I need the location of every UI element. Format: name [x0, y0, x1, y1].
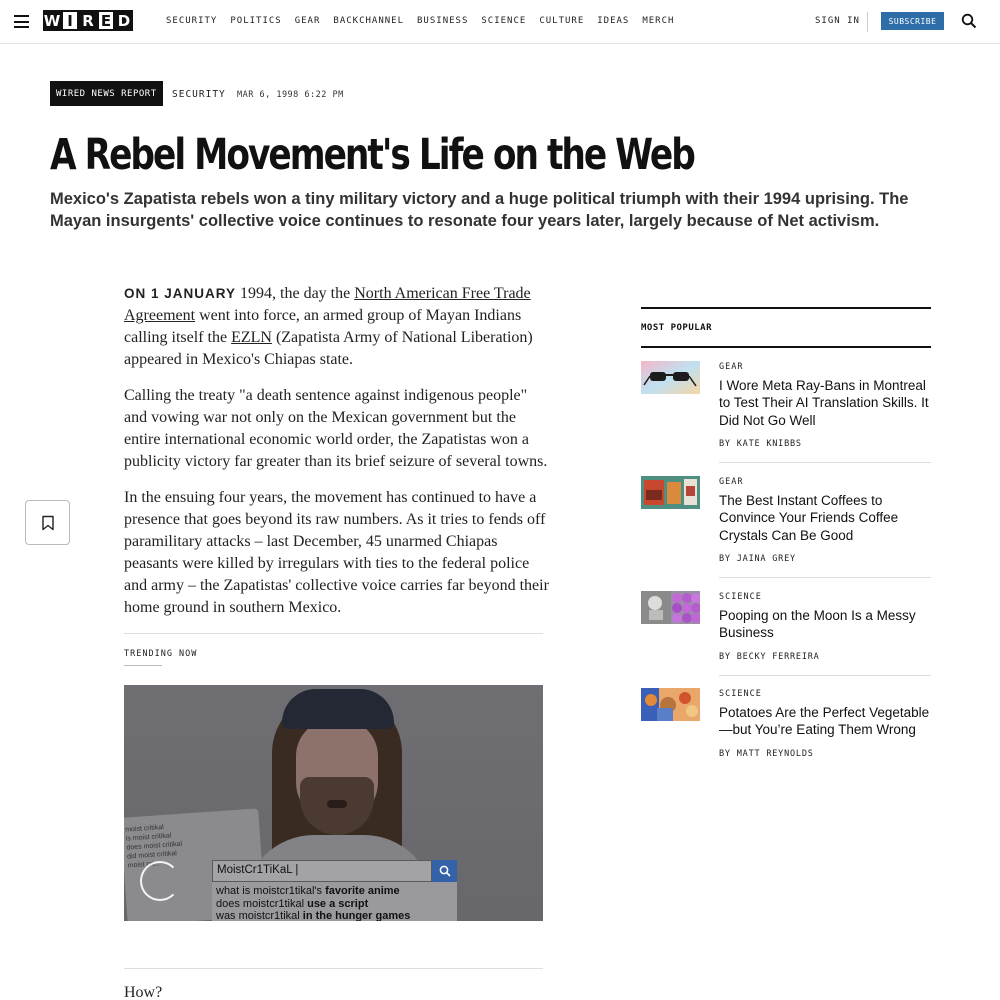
paragraph-2: Calling the treaty "a death sentence against indigenous people" and vowing war not only on the Mexican government but the entire international economic world order, the Zapatistas won a publicity victory far greater than its brief seizure of several towns. [124, 387, 548, 470]
paragraph-3: In the ensuing four years, the movement has continued to have a presence that goes beyond its raw numbers. As it tries to fends off paramilitary attacks – last December, 45 unarmed Chiapas peasants were killed by irregulars with ties to the federal police and army – the Zapatistas' collective voice carries far beyond their home ground in southern Mexico. [124, 489, 549, 616]
popular-category[interactable]: SCIENCE [719, 689, 762, 699]
bookmark-icon [41, 515, 55, 531]
bg-suggestion: is moist critikal [125, 832, 172, 843]
nav-gear[interactable]: GEAR [294, 16, 321, 26]
logo-letter: R [79, 10, 97, 31]
site-header [0, 0, 1000, 44]
suggestion [216, 898, 410, 911]
section-link[interactable]: SECURITY [172, 89, 226, 100]
bg-suggestion: moist cri... [127, 860, 160, 870]
video-search-box [212, 860, 457, 921]
popular-byline[interactable]: BY BECKY FERREIRA [719, 652, 820, 662]
article-headline: A Rebel Movement's Life on the Web [50, 130, 694, 180]
next-paragraph: How? [124, 984, 163, 1000]
popular-byline[interactable]: BY JAINA GREY [719, 554, 796, 564]
popular-title[interactable]: The Best Instant Coffees to Convince Your Friends Coffee Crystals Can Be Good [719, 493, 899, 543]
popular-item[interactable] [641, 476, 931, 576]
logo-letter: D [115, 10, 133, 31]
suggestion-bold: use a script [307, 897, 369, 910]
popular-category[interactable]: GEAR [719, 477, 744, 487]
video-suggestions [216, 885, 410, 921]
divider [124, 633, 543, 634]
divider [719, 577, 931, 578]
bg-suggestion: moist critikal [125, 823, 164, 834]
popular-item[interactable] [641, 361, 931, 461]
sign-in-link[interactable]: SIGN IN [815, 16, 860, 26]
ezln-link[interactable]: EZLN [231, 329, 272, 346]
popular-item[interactable] [641, 591, 931, 676]
search-icon [432, 860, 457, 882]
suggestion-text: does moistcr1tikal [216, 897, 308, 910]
publish-date: MAR 6, 1998 6:22 PM [237, 90, 344, 100]
popular-byline[interactable]: BY MATT REYNOLDS [719, 749, 814, 759]
spinner-icon [140, 861, 180, 901]
bg-suggestion: does moist critikal [126, 840, 183, 852]
popular-thumbnail[interactable] [641, 591, 700, 624]
most-popular-top-rule [641, 307, 931, 309]
nav-ideas[interactable]: IDEAS [597, 16, 630, 26]
video-search-input: MoistCr1TiKaL | [212, 860, 432, 882]
save-article-button[interactable] [25, 500, 70, 545]
suggestion [216, 910, 410, 921]
suggestion-text: what is moistcr1tikal's [216, 885, 326, 897]
logo-letter: I [61, 10, 79, 31]
nav-business[interactable]: BUSINESS [417, 16, 469, 26]
nav-security[interactable]: SECURITY [166, 16, 218, 26]
presenter-cap [282, 689, 394, 729]
article-body [124, 283, 549, 633]
trending-underline [124, 665, 162, 666]
wired-logo[interactable] [43, 10, 133, 32]
divider [719, 462, 931, 463]
divider [124, 968, 543, 969]
suggestion-bold: in the hunger games [302, 910, 411, 921]
trending-now-label: TRENDING NOW [124, 649, 198, 659]
nafta-link[interactable]: North American Free Trade Agreement [124, 285, 531, 324]
most-popular-bottom-rule [641, 346, 931, 348]
suggestion-bold: favorite anime [325, 885, 400, 897]
logo-letter: W [43, 11, 61, 30]
presenter-mouth [327, 800, 347, 808]
nav-culture[interactable]: CULTURE [539, 16, 585, 26]
popular-thumbnail[interactable] [641, 476, 700, 509]
search-icon[interactable] [961, 13, 977, 29]
popular-title[interactable]: Pooping on the Moon Is a Messy Business [719, 608, 916, 641]
bg-suggestion: did moist critikal [126, 850, 178, 861]
most-popular-label: MOST POPULAR [641, 323, 713, 333]
video-player[interactable] [124, 685, 543, 921]
popular-item[interactable] [641, 688, 931, 763]
lead-in: ON 1 JANUARY [124, 286, 237, 301]
main-nav [166, 16, 687, 26]
suggestion [216, 885, 410, 898]
nav-politics[interactable]: POLITICS [230, 16, 282, 26]
popular-title[interactable]: I Wore Meta Ray-Bans in Montreal to Test Their AI Translation Skills. It Did Not Go Well [719, 378, 929, 428]
paragraph-text: 1994, the day the [236, 285, 355, 302]
header-divider [867, 12, 868, 32]
paragraph-text: went into force, an armed group of Mayan Indians calling itself the [124, 307, 522, 346]
rubric-badge[interactable]: WIRED NEWS REPORT [50, 81, 163, 106]
popular-thumbnail[interactable] [641, 688, 700, 721]
divider [719, 675, 931, 676]
popular-thumbnail[interactable] [641, 361, 700, 394]
logo-letter: E [97, 10, 115, 31]
nav-backchannel[interactable]: BACKCHANNEL [333, 16, 405, 26]
paragraph-1 [124, 283, 549, 371]
article-dek: Mexico's Zapatista rebels won a tiny military victory and a huge political triumph with their 1994 uprising. The Mayan insurgents' collective voice continues to resonate four years later, largely because of Net activism. [50, 190, 909, 230]
popular-category[interactable]: GEAR [719, 362, 744, 372]
subscribe-button[interactable]: SUBSCRIBE [881, 12, 944, 30]
nav-science[interactable]: SCIENCE [481, 16, 527, 26]
popular-byline[interactable]: BY KATE KNIBBS [719, 439, 802, 449]
popular-category[interactable]: SCIENCE [719, 592, 762, 602]
popular-title[interactable]: Potatoes Are the Perfect Vegetable—but You’re Eating Them Wrong [719, 705, 930, 738]
paragraph-text: (Zapatista Army of National Liberation) appeared in Mexico's Chiapas state. [124, 329, 533, 368]
hamburger-menu-icon[interactable] [14, 15, 29, 28]
suggestion-text: was moistcr1tikal [216, 910, 303, 921]
nav-merch[interactable]: MERCH [642, 16, 675, 26]
